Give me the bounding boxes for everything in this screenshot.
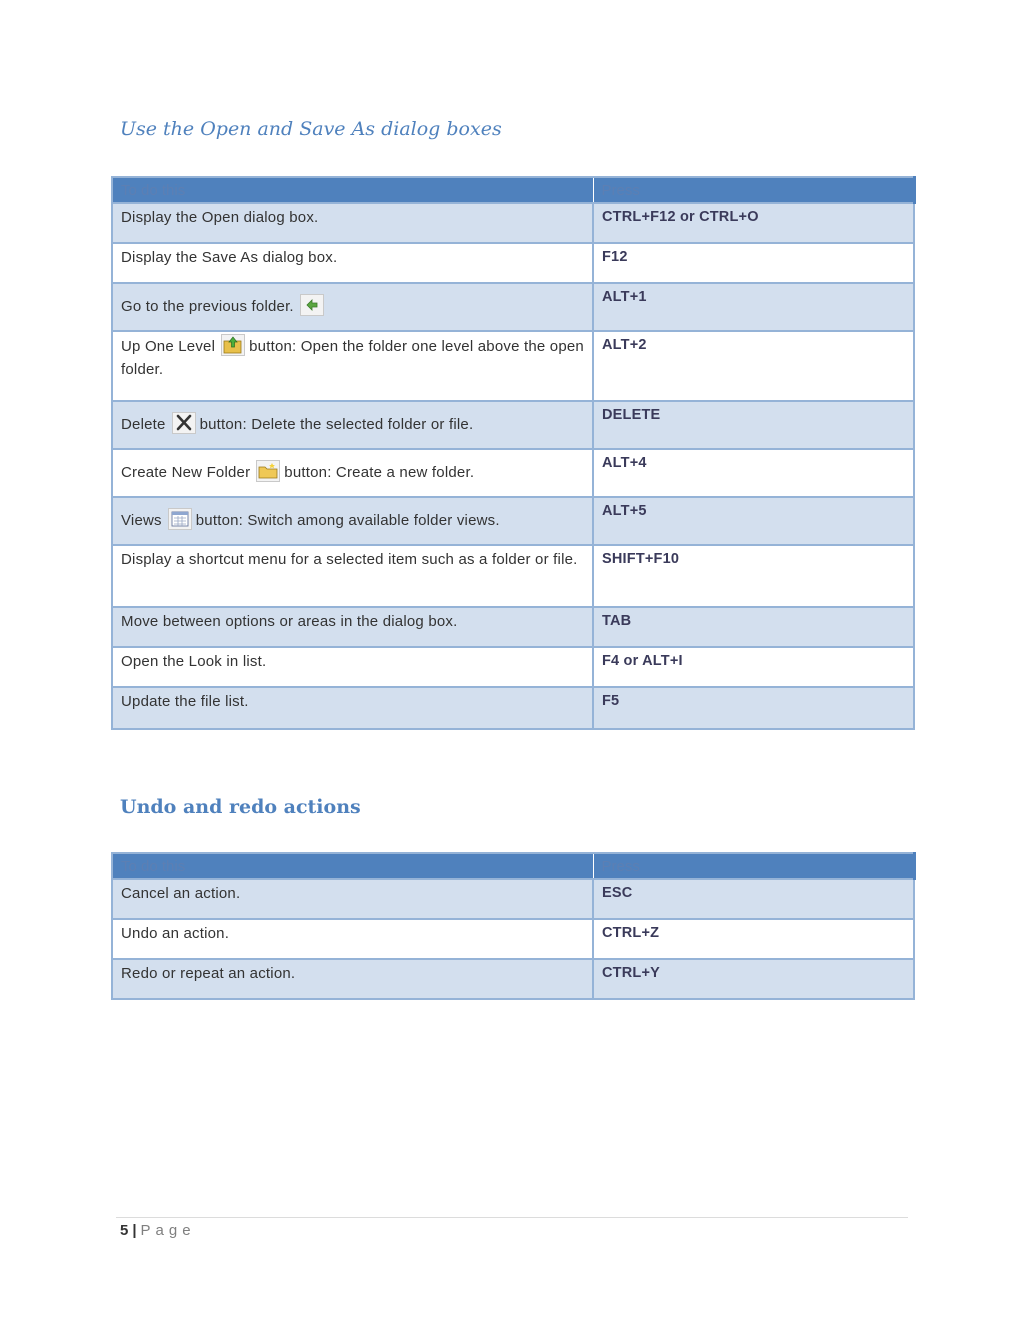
table-row bbox=[112, 959, 914, 999]
action-text: Create New Folder bbox=[121, 464, 251, 481]
shortcut-keys: ALT+1 bbox=[593, 283, 914, 331]
action-cell bbox=[112, 449, 593, 497]
action-text: Go to the previous folder. bbox=[121, 298, 294, 315]
back-arrow-icon bbox=[300, 294, 324, 316]
action-cell bbox=[112, 331, 593, 401]
header-press: Press bbox=[593, 853, 914, 879]
action-text: Open the Look in list. bbox=[121, 653, 267, 670]
action-cell bbox=[112, 959, 593, 999]
new-folder-icon bbox=[256, 460, 280, 482]
action-cell bbox=[112, 607, 593, 647]
action-text: Cancel an action. bbox=[121, 885, 241, 902]
footer-divider bbox=[116, 1217, 908, 1218]
page-number: 5 bbox=[120, 1222, 129, 1239]
action-cell bbox=[112, 919, 593, 959]
action-text: Display the Open dialog box. bbox=[121, 209, 319, 226]
action-text: Update the file list. bbox=[121, 693, 249, 710]
table-row bbox=[112, 243, 914, 283]
table-row bbox=[112, 449, 914, 497]
action-text: Delete bbox=[121, 416, 166, 433]
table-row bbox=[112, 203, 914, 243]
header-to-do-this: To do this bbox=[112, 853, 593, 879]
table-row bbox=[112, 647, 914, 687]
table-row bbox=[112, 545, 914, 607]
table-row bbox=[112, 497, 914, 545]
shortcut-keys: CTRL+Z bbox=[593, 919, 914, 959]
footer-separator: | bbox=[132, 1222, 137, 1239]
shortcut-keys: DELETE bbox=[593, 401, 914, 449]
action-text: Display a shortcut menu for a selected item such as a folder or file. bbox=[121, 551, 578, 568]
action-cell bbox=[112, 647, 593, 687]
shortcut-keys: ALT+4 bbox=[593, 449, 914, 497]
action-text: Up One Level bbox=[121, 338, 216, 355]
up-one-level-icon bbox=[221, 334, 245, 356]
shortcut-keys: ALT+2 bbox=[593, 331, 914, 401]
delete-x-icon bbox=[172, 412, 196, 434]
table-row bbox=[112, 401, 914, 449]
action-cell bbox=[112, 687, 593, 729]
table-row bbox=[112, 607, 914, 647]
section-heading-undo-redo: Undo and redo actions bbox=[120, 796, 361, 818]
action-text-continued: button: Open the folder one level above the open folder. bbox=[121, 338, 584, 378]
action-cell bbox=[112, 401, 593, 449]
action-cell bbox=[112, 497, 593, 545]
shortcut-keys: ALT+5 bbox=[593, 497, 914, 545]
action-cell bbox=[112, 545, 593, 607]
table-row bbox=[112, 919, 914, 959]
shortcut-keys: SHIFT+F10 bbox=[593, 545, 914, 607]
action-text-continued: button: Create a new folder. bbox=[284, 464, 475, 481]
shortcut-table-undo-redo bbox=[111, 852, 916, 1000]
action-cell bbox=[112, 879, 593, 919]
shortcut-keys: F12 bbox=[593, 243, 914, 283]
table-header-row bbox=[112, 853, 914, 879]
shortcut-keys: ESC bbox=[593, 879, 914, 919]
action-text: Views bbox=[121, 512, 162, 529]
header-to-do-this: To do this bbox=[112, 177, 593, 203]
header-press: Press bbox=[593, 177, 914, 203]
page-footer bbox=[120, 1222, 196, 1239]
action-text: Display the Save As dialog box. bbox=[121, 249, 338, 266]
shortcut-keys: F4 or ALT+I bbox=[593, 647, 914, 687]
action-cell bbox=[112, 203, 593, 243]
section-heading-open-save: Use the Open and Save As dialog boxes bbox=[120, 118, 502, 140]
table-row bbox=[112, 687, 914, 729]
action-text: Move between options or areas in the dialog box. bbox=[121, 613, 458, 630]
action-cell bbox=[112, 283, 593, 331]
shortcut-keys: CTRL+F12 or CTRL+O bbox=[593, 203, 914, 243]
action-text: Redo or repeat an action. bbox=[121, 965, 296, 982]
table-row bbox=[112, 283, 914, 331]
action-text-continued: button: Delete the selected folder or file. bbox=[199, 416, 474, 433]
page-label: Page bbox=[140, 1222, 196, 1239]
table-row bbox=[112, 331, 914, 401]
action-text: Undo an action. bbox=[121, 925, 230, 942]
action-text-continued: button: Switch among available folder views. bbox=[195, 512, 500, 529]
views-icon bbox=[168, 508, 192, 530]
shortcut-keys: TAB bbox=[593, 607, 914, 647]
shortcut-keys: F5 bbox=[593, 687, 914, 729]
shortcut-keys: CTRL+Y bbox=[593, 959, 914, 999]
shortcut-table-open-save bbox=[111, 176, 916, 730]
table-header-row bbox=[112, 177, 914, 203]
action-cell bbox=[112, 243, 593, 283]
table-row bbox=[112, 879, 914, 919]
